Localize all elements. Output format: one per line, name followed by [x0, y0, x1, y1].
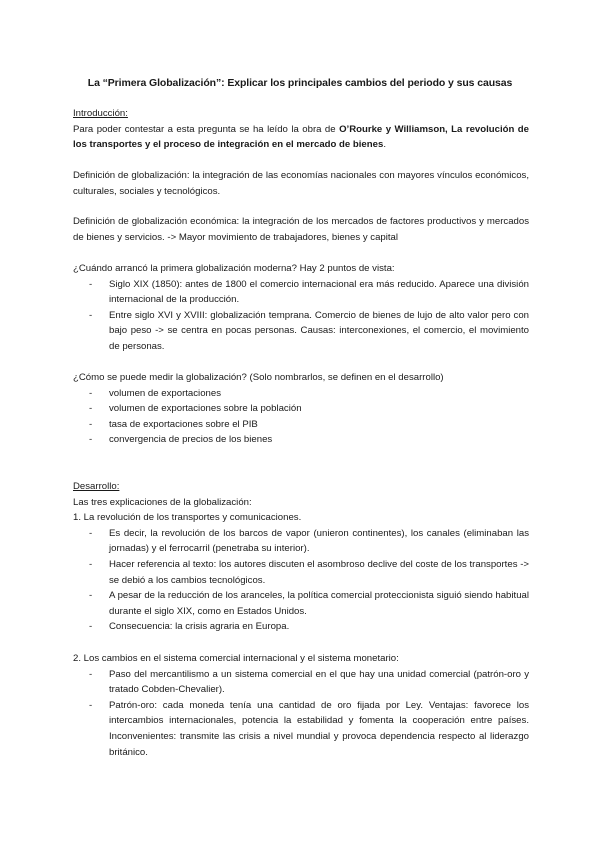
arranque-list — [73, 277, 529, 355]
list-item: - Patrón-oro: cada moneda tenía una cantidad de oro fijada por Ley. Ventajas: favorece los intercambios internacionales, potencia la estabilidad y fomenta la cooperación entre países. Inconvenientes: transmite las crisis a nivel mundial y provoca dependencia respecto al liderazgo británico. — [73, 698, 529, 760]
list-item: - Consecuencia: la crisis agraria en Europa. — [73, 619, 529, 635]
definition-globalizacion: Definición de globalización: la integración de las economías nacionales con mayores vínculos económicos, culturales, sociales y tecnológicos. — [73, 170, 529, 197]
intro-paragraph — [73, 122, 529, 153]
desarrollo-heading: Desarrollo: — [73, 481, 120, 492]
definition-globalizacion-economica: Definición de globalización económica: la integración de los mercados de factores productivos y mercados de bienes y servicios. -> Mayor movimiento de trabajadores, bienes y capital — [73, 216, 529, 243]
list-item: - convergencia de precios de los bienes — [73, 432, 529, 448]
list-item: - Entre siglo XVI y XVIII: globalización temprana. Comercio de bienes de lujo de alto valor pero con bajo peso -> se centra en pocas personas. Causas: interconexiones, el comercio, el movimiento de personas. — [73, 308, 529, 355]
medir-question: ¿Cómo se puede medir la globalización? (Solo nombrarlos, se definen en el desarrollo) — [73, 372, 444, 383]
intro-text-end: . — [383, 139, 386, 151]
list-item: - Es decir, la revolución de los barcos de vapor (unieron continentes), los canales (eliminaban las jornadas) y el ferrocarril (penetraba su interior). — [73, 526, 529, 557]
section2-list — [73, 667, 529, 761]
list-item: - volumen de exportaciones — [73, 386, 529, 402]
medir-list — [73, 386, 529, 448]
list-item: - Siglo XIX (1850): antes de 1800 el comercio internacional era más reducido. Aparece una división internacional de la producción. — [73, 277, 529, 308]
intro-text: Para poder contestar a esta pregunta se ha leído la obra de — [73, 123, 340, 135]
list-item: - volumen de exportaciones sobre la población — [73, 401, 529, 417]
arranque-question: ¿Cuándo arrancó la primera globalización moderna? Hay 2 puntos de vista: — [73, 263, 395, 274]
list-item: - Hacer referencia al texto: los autores discuten el asombroso declive del coste de los transportes -> se debió a los cambios tecnológicos. — [73, 557, 529, 588]
desarrollo-section — [73, 479, 529, 635]
list-item: - Paso del mercantilismo a un sistema comercial en el que hay una unidad comercial (patrón-oro y tratado Cobden-Chevalier). — [73, 667, 529, 698]
list-item: - A pesar de la reducción de los aranceles, la política comercial proteccionista siguió siendo habitual durante el siglo XIX, como en Estados Unidos. — [73, 588, 529, 619]
intro-section — [73, 106, 529, 153]
section1-list — [73, 526, 529, 635]
desarrollo-intro: Las tres explicaciones de la globalización: — [73, 496, 252, 508]
document-title: La “Primera Globalización”: Explicar los principales cambios del periodo y sus causas — [87, 77, 513, 89]
intro-book-reference: O’Rourke y Williamson, La revolución de los transportes y el proceso de integración en el mercado de bienes — [73, 123, 529, 151]
intro-heading: Introducción: — [73, 108, 128, 119]
section1-title: 1. La revolución de los transportes y comunicaciones. — [73, 512, 302, 524]
list-item: - tasa de exportaciones sobre el PIB — [73, 417, 529, 433]
medir-section — [73, 370, 529, 448]
section2-title: 2. Los cambios en el sistema comercial internacional y el sistema monetario: — [73, 653, 399, 664]
arranque-section — [73, 261, 529, 355]
section2 — [73, 651, 529, 760]
